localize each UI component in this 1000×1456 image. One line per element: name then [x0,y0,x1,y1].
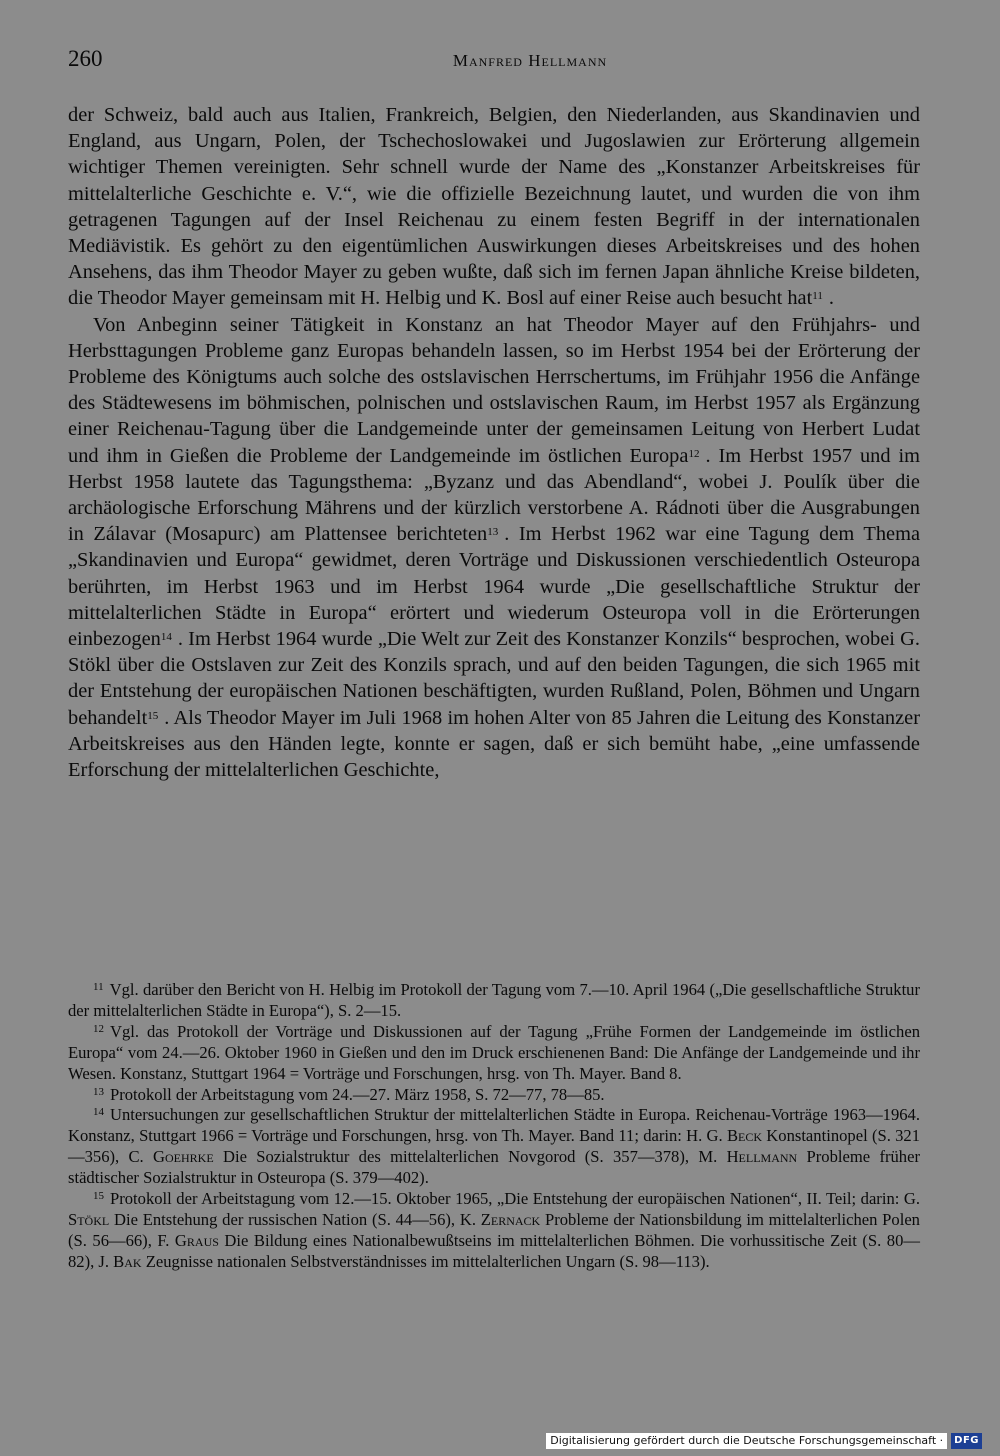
paragraph-text: . Im Herbst 1964 wurde „Die Welt zur Zeit des Konstanzer Konzils“ besprochen, wobei G. Stökl über die Ostslaven zur Zeit des Konzils sprach, und auf den beiden Tagungen, die sich 1965 mit der Entstehung der europäischen Nationen beschäftigten, wurden Rußland, Polen, Böhmen und Ungarn behandelt [68,628,920,729]
footnote-13 [68,1085,920,1106]
footnote-text: Probleme früher städtischer Sozialstruktur in Osteuropa (S. 379—402). [68,1147,920,1188]
funding-credit[interactable]: Digitalisierung gefördert durch die Deutsche Forschungsgemeinschaft · [546,1433,947,1449]
footnote-14 [68,1105,920,1189]
footnote-text: Protokoll der Arbeitstagung vom 12.—15. Oktober 1965, „Die Entstehung der europäischen Nationen“, II. Teil; darin: G. [110,1189,920,1209]
page-number: 260 [68,46,103,71]
footnote-reference: 13 [487,526,499,539]
footnote-text: Protokoll der Arbeitstagung vom 24.—27. März 1958, S. 72—77, 78—85. [110,1084,605,1104]
footnote-number: 13 [93,1085,104,1098]
footnote-text: Zeugnisse nationalen Selbstverständnisses im mittelalterlichen Ungarn (S. 98—113). [141,1251,710,1271]
paragraph-text: . Als Theodor Mayer im Juli 1968 im hohen Alter von 85 Jahren die Leitung des Konstanzer Arbeitskreises aus den Händen legte, konnte er sagen, daß er sich bemüht habe, „eine umfassende Erforschung der mittelalterlichen Geschichte, [68,706,920,782]
digitization-footer [546,1432,982,1450]
footnote-11 [68,980,920,1022]
footnote-number: 15 [93,1190,104,1203]
author-name: Graus [174,1230,219,1250]
footnote-number: 11 [93,981,104,993]
footnote-15 [68,1189,920,1273]
footnotes [68,980,920,1273]
paragraph-text: Von Anbeginn seiner Tätigkeit in Konstanz an hat Theodor Mayer auf den Frühjahrs- und Herbsttagungen Probleme ganz Europas behandeln lassen, so im Herbst 1954 bei der Erörterung der Probleme des Königtums auch solche des ostslavischen Herrschertums, im Frühjahr 1956 die Anfänge des Städtewesens im böhmischen, polnischen und ostslavischen Raum, im Herbst 1957 als Ergänzung einer Reichenau-Tagung über die Landgemeinde unter der gemeinsamen Leitung von Herbert Ludat und ihm in Gießen die Probleme der Landgemeinde im östlichen Europa [68,313,920,467]
footnote-number: 12 [93,1022,104,1035]
footnote-text: Untersuchungen zur gesellschaftlichen Struktur der mittelalterlichen Städte in Europa. Reichenau-Vorträge 1963—1964. Konstanz, Stuttgart 1966 = Vorträge und Forschungen, hrsg. von Th. Mayer. Band 11; darin: H. G. [68,1105,920,1146]
dfg-logo-icon[interactable]: DFG [951,1433,982,1449]
footnote-reference: 11 [812,290,823,303]
author-name: Bak [113,1251,142,1271]
footnote-reference: 14 [160,631,172,644]
footnote-12 [68,1022,920,1085]
paragraph-1 [68,102,920,312]
footnote-text: Vgl. das Protokoll der Vorträge und Diskussionen auf der Tagung „Frühe Formen der Landgemeinde im östlichen Europa“ vom 24.—26. Oktober 1960 in Gießen und den im Druck erschienenen Band: Die Anfänge der Landgemeinde und ihr Wesen. Konstanz, Stuttgart 1964 = Vorträge und Forschungen, hrsg. von Th. Mayer. Band 8. [68,1021,920,1083]
footnote-number: 14 [93,1106,104,1119]
paragraph-text: . Im Herbst 1957 und im Herbst 1958 lautete das Tagungsthema: „Byzanz und das Abendland“, wobei J. Poulík über die archäologische Erforschung Mährens und der kürzlich verstorbene A. Rádnoti über die Ausgrabungen in Zálavar (Mosapurc) am Plattensee berichteten [68,444,920,546]
footnote-text: Die Bildung eines Nationalbewußtseins im mittelalterlichen Böhmen. Die vorhussitische Zeit (S. 80—82), J. [68,1230,920,1271]
paragraph-text: . [828,287,834,310]
footnote-reference: 15 [147,709,159,722]
body-text [68,102,920,783]
footnote-text: Probleme der Nationsbildung im mittelalterlichen Polen (S. 56—66), F. [68,1209,920,1250]
paragraph-text: der Schweiz, bald auch aus Italien, Frankreich, Belgien, den Niederlanden, aus Skandinavien und England, aus Ungarn, Polen, der Tschechoslowakei und Jugoslawien zur Erörterung allgemein wichtiger Themen vereinigten. Sehr schnell wurde der Name des „Konstanzer Arbeitskreises für mittelalterliche Geschichte e. V.“, wie die offizielle Bezeichnung lautet, und wurden die von ihm getragenen Tagungen auf der Insel Reichenau zu einem festen Begriff in der internationalen Mediävistik. Es gehört zu den eigentümlichen Auswirkungen dieses Arbeitskreises und des hohen Ansehens, das ihm Theodor Mayer zu geben wußte, daß sich im fernen Japan ähnliche Kreise bildeten, die Theodor Mayer gemeinsam mit H. Helbig und K. Bosl auf einer Reise auch besucht hat [68,104,920,310]
footnote-reference: 12 [688,447,700,460]
footnote-text: Konstantinopel (S. 321—356), C. [68,1126,920,1167]
paragraph-text: . Im Herbst 1962 war eine Tagung dem Thema „Skandinavien und Europa“ gewidmet, deren Vorträge und Diskussionen verschiedentlich Osteuropa berührten, im Herbst 1963 und im Herbst 1964 wurde „Die gesellschaftliche Struktur der mittelalterlichen Städte in Europa“ erörtert und wiederum Osteuropa voll in die Erörterungen einbezogen [68,523,920,651]
author-name: Goehrke [153,1147,214,1167]
footnote-text: Die Sozialstruktur des mittelalterlichen Novgorod (S. 357—378), M. [213,1147,727,1167]
author-name: Hellmann [726,1147,798,1167]
author-name: Stökl [68,1209,110,1229]
author-name: Beck [726,1126,763,1146]
footnote-text: Vgl. darüber den Bericht von H. Helbig im Protokoll der Tagung vom 7.—10. April 1964 („Die gesellschaftliche Struktur der mittelalterlichen Städte in Europa“), S. 2—15. [68,980,920,1020]
author-name: Zernack [480,1209,541,1229]
paragraph-2 [68,312,920,784]
running-head: Manfred Hellmann [452,51,608,70]
footnote-text: Die Entstehung der russischen Nation (S. 44—56), K. [109,1209,481,1229]
